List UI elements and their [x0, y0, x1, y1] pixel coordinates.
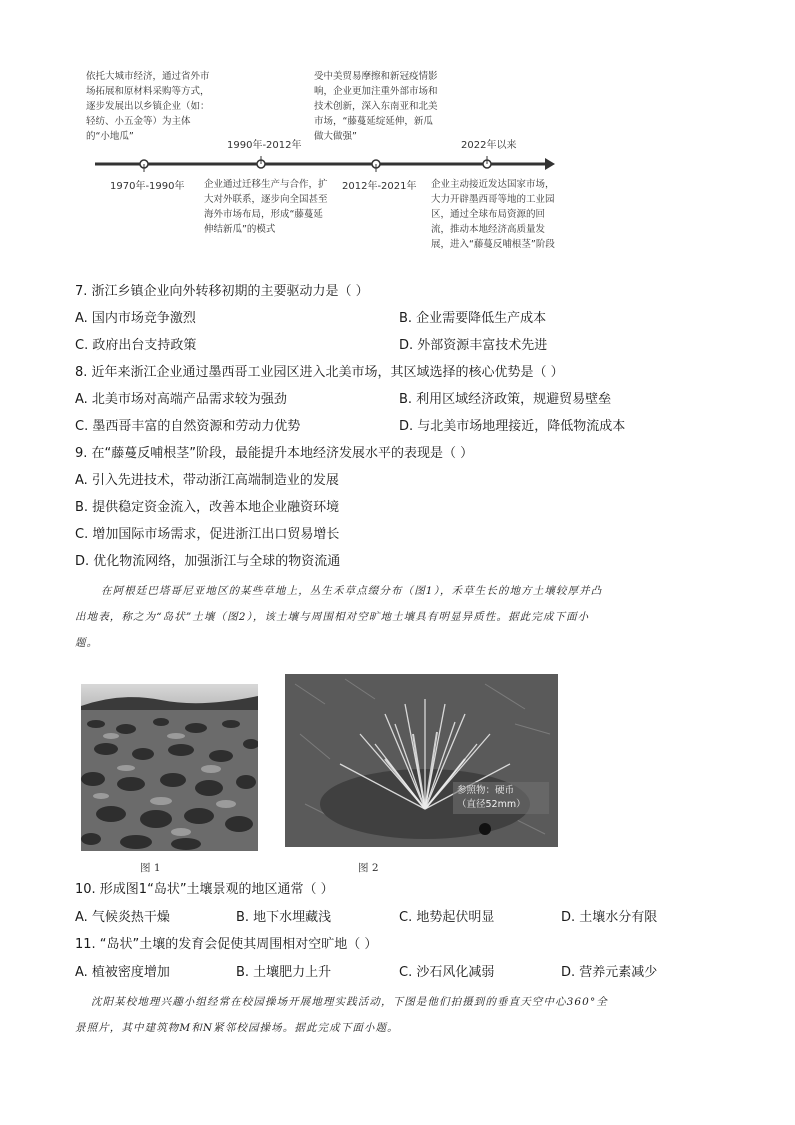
q11-option-c[interactable]: C. 沙石风化减弱 — [399, 965, 495, 980]
q9-option-d[interactable]: D. 优化物流网络，加强浙江与全球的物资流通 — [75, 554, 341, 569]
passage-line: 沈阳某校地理兴趣小组经常在校园操场开展地理实践活动，下图是他们拍摄到的垂直天空中心360°全 — [91, 996, 608, 1008]
timeline-note-2012: 受中美贸易摩擦和新冠疫情影响，企业更加注重外部市场和技术创新，深入东南亚和北美市场，“藤蔓延绽延伸，新瓜做大做强” — [314, 71, 438, 142]
q7-option-a[interactable]: A. 国内市场竞争激烈 — [75, 311, 196, 326]
q9-option-c[interactable]: C. 增加国际市场需求，促进浙江出口贸易增长 — [75, 527, 340, 542]
timeline-note-1990: 企业通过迁移生产与合作，扩大对外联系，逐步向全国甚至海外市场布局，形成“藤蔓延伸结新瓜”的模式 — [204, 179, 328, 235]
q10-option-c[interactable]: C. 地势起伏明显 — [399, 910, 495, 925]
timeline-note-2022: 企业主动接近发达国家市场，大力开辟墨西哥等地的工业园区，通过全球布局资源的回流，推动本地经济高质量发展，进入“藤蔓反哺根茎”阶段 — [431, 179, 555, 250]
q8-option-d[interactable]: D. 与北美市场地理接近，降低物流成本 — [399, 419, 626, 434]
q8-option-b[interactable]: B. 利用区域经济政策，规避贸易壁垒 — [399, 392, 612, 407]
q10-option-d[interactable]: D. 土壤水分有限 — [561, 910, 658, 925]
q10-option-b[interactable]: B. 地下水埋藏浅 — [236, 910, 332, 925]
figure-2-tussock-photo — [285, 674, 558, 847]
q7-option-b[interactable]: B. 企业需要降低生产成本 — [399, 311, 547, 326]
coin-reference-label — [457, 784, 526, 812]
q8-option-a[interactable]: A. 北美市场对高端产品需求较为强劲 — [75, 392, 287, 407]
q11-option-b[interactable]: B. 土壤肥力上升 — [236, 965, 332, 980]
passage-line: 出地表，称之为“岛状”土壤（图2），该土壤与周围相对空旷地土壤具有明显异质性。据此完成下面小 — [75, 611, 590, 623]
q11-option-d[interactable]: D. 营养元素减少 — [561, 965, 658, 980]
figure-2-caption: 图 2 — [358, 862, 379, 874]
q9-option-b[interactable]: B. 提供稳定资金流入，改善本地企业融资环境 — [75, 500, 340, 515]
timeline-note-1970: 依托大城市经济，通过省外市场拓展和原材料采购等方式，逐步发展出以乡镇企业（如：轻纺、小五金等）为主体的“小地瓜” — [86, 71, 210, 142]
coin-reference-line-1: 参照物：硬币 — [457, 785, 515, 796]
passage-grassland — [75, 578, 725, 656]
question-7-stem: 7. 浙江乡镇企业向外转移初期的主要驱动力是（ ） — [75, 284, 369, 299]
q10-option-a[interactable]: A. 气候炎热干燥 — [75, 910, 170, 925]
passage-line: 在阿根廷巴塔哥尼亚地区的某些草地上，丛生禾草点缀分布（图1），禾草生长的地方土壤较厚并凸 — [101, 585, 603, 597]
passage-line: 题。 — [75, 637, 99, 649]
figure-1-caption: 图 1 — [140, 862, 161, 874]
q8-option-c[interactable]: C. 墨西哥丰富的自然资源和劳动力优势 — [75, 419, 301, 434]
question-11-stem: 11. “岛状”土壤的发育会促使其周围相对空旷地（ ） — [75, 937, 378, 952]
q11-option-a[interactable]: A. 植被密度增加 — [75, 965, 170, 980]
question-9-stem: 9. 在“藤蔓反哺根茎”阶段，最能提升本地经济发展水平的表现是（ ） — [75, 446, 474, 461]
timeline-year-2: 1990年-2012年 — [227, 140, 302, 151]
passage-shenyang — [75, 989, 725, 1041]
passage-line: 景照片，其中建筑物M和N紧邻校园操场。据此完成下面小题。 — [75, 1022, 399, 1034]
question-8-stem: 8. 近年来浙江企业通过墨西哥工业园区进入北美市场，其区域选择的核心优势是（ ） — [75, 365, 564, 380]
timeline-year-3: 2012年-2021年 — [342, 181, 417, 192]
q7-option-c[interactable]: C. 政府出台支持政策 — [75, 338, 197, 353]
figure-1-grassland-photo — [81, 684, 258, 851]
timeline-axis — [95, 150, 555, 178]
q9-option-a[interactable]: A. 引入先进技术，带动浙江高端制造业的发展 — [75, 473, 339, 488]
q7-option-d[interactable]: D. 外部资源丰富技术先进 — [399, 338, 548, 353]
timeline-year-1: 1970年-1990年 — [110, 181, 185, 192]
coin-reference-line-2: （直径52mm） — [457, 799, 526, 810]
question-10-stem: 10. 形成图1“岛状”土壤景观的地区通常（ ） — [75, 882, 334, 897]
timeline-year-4: 2022年以来 — [461, 140, 517, 151]
